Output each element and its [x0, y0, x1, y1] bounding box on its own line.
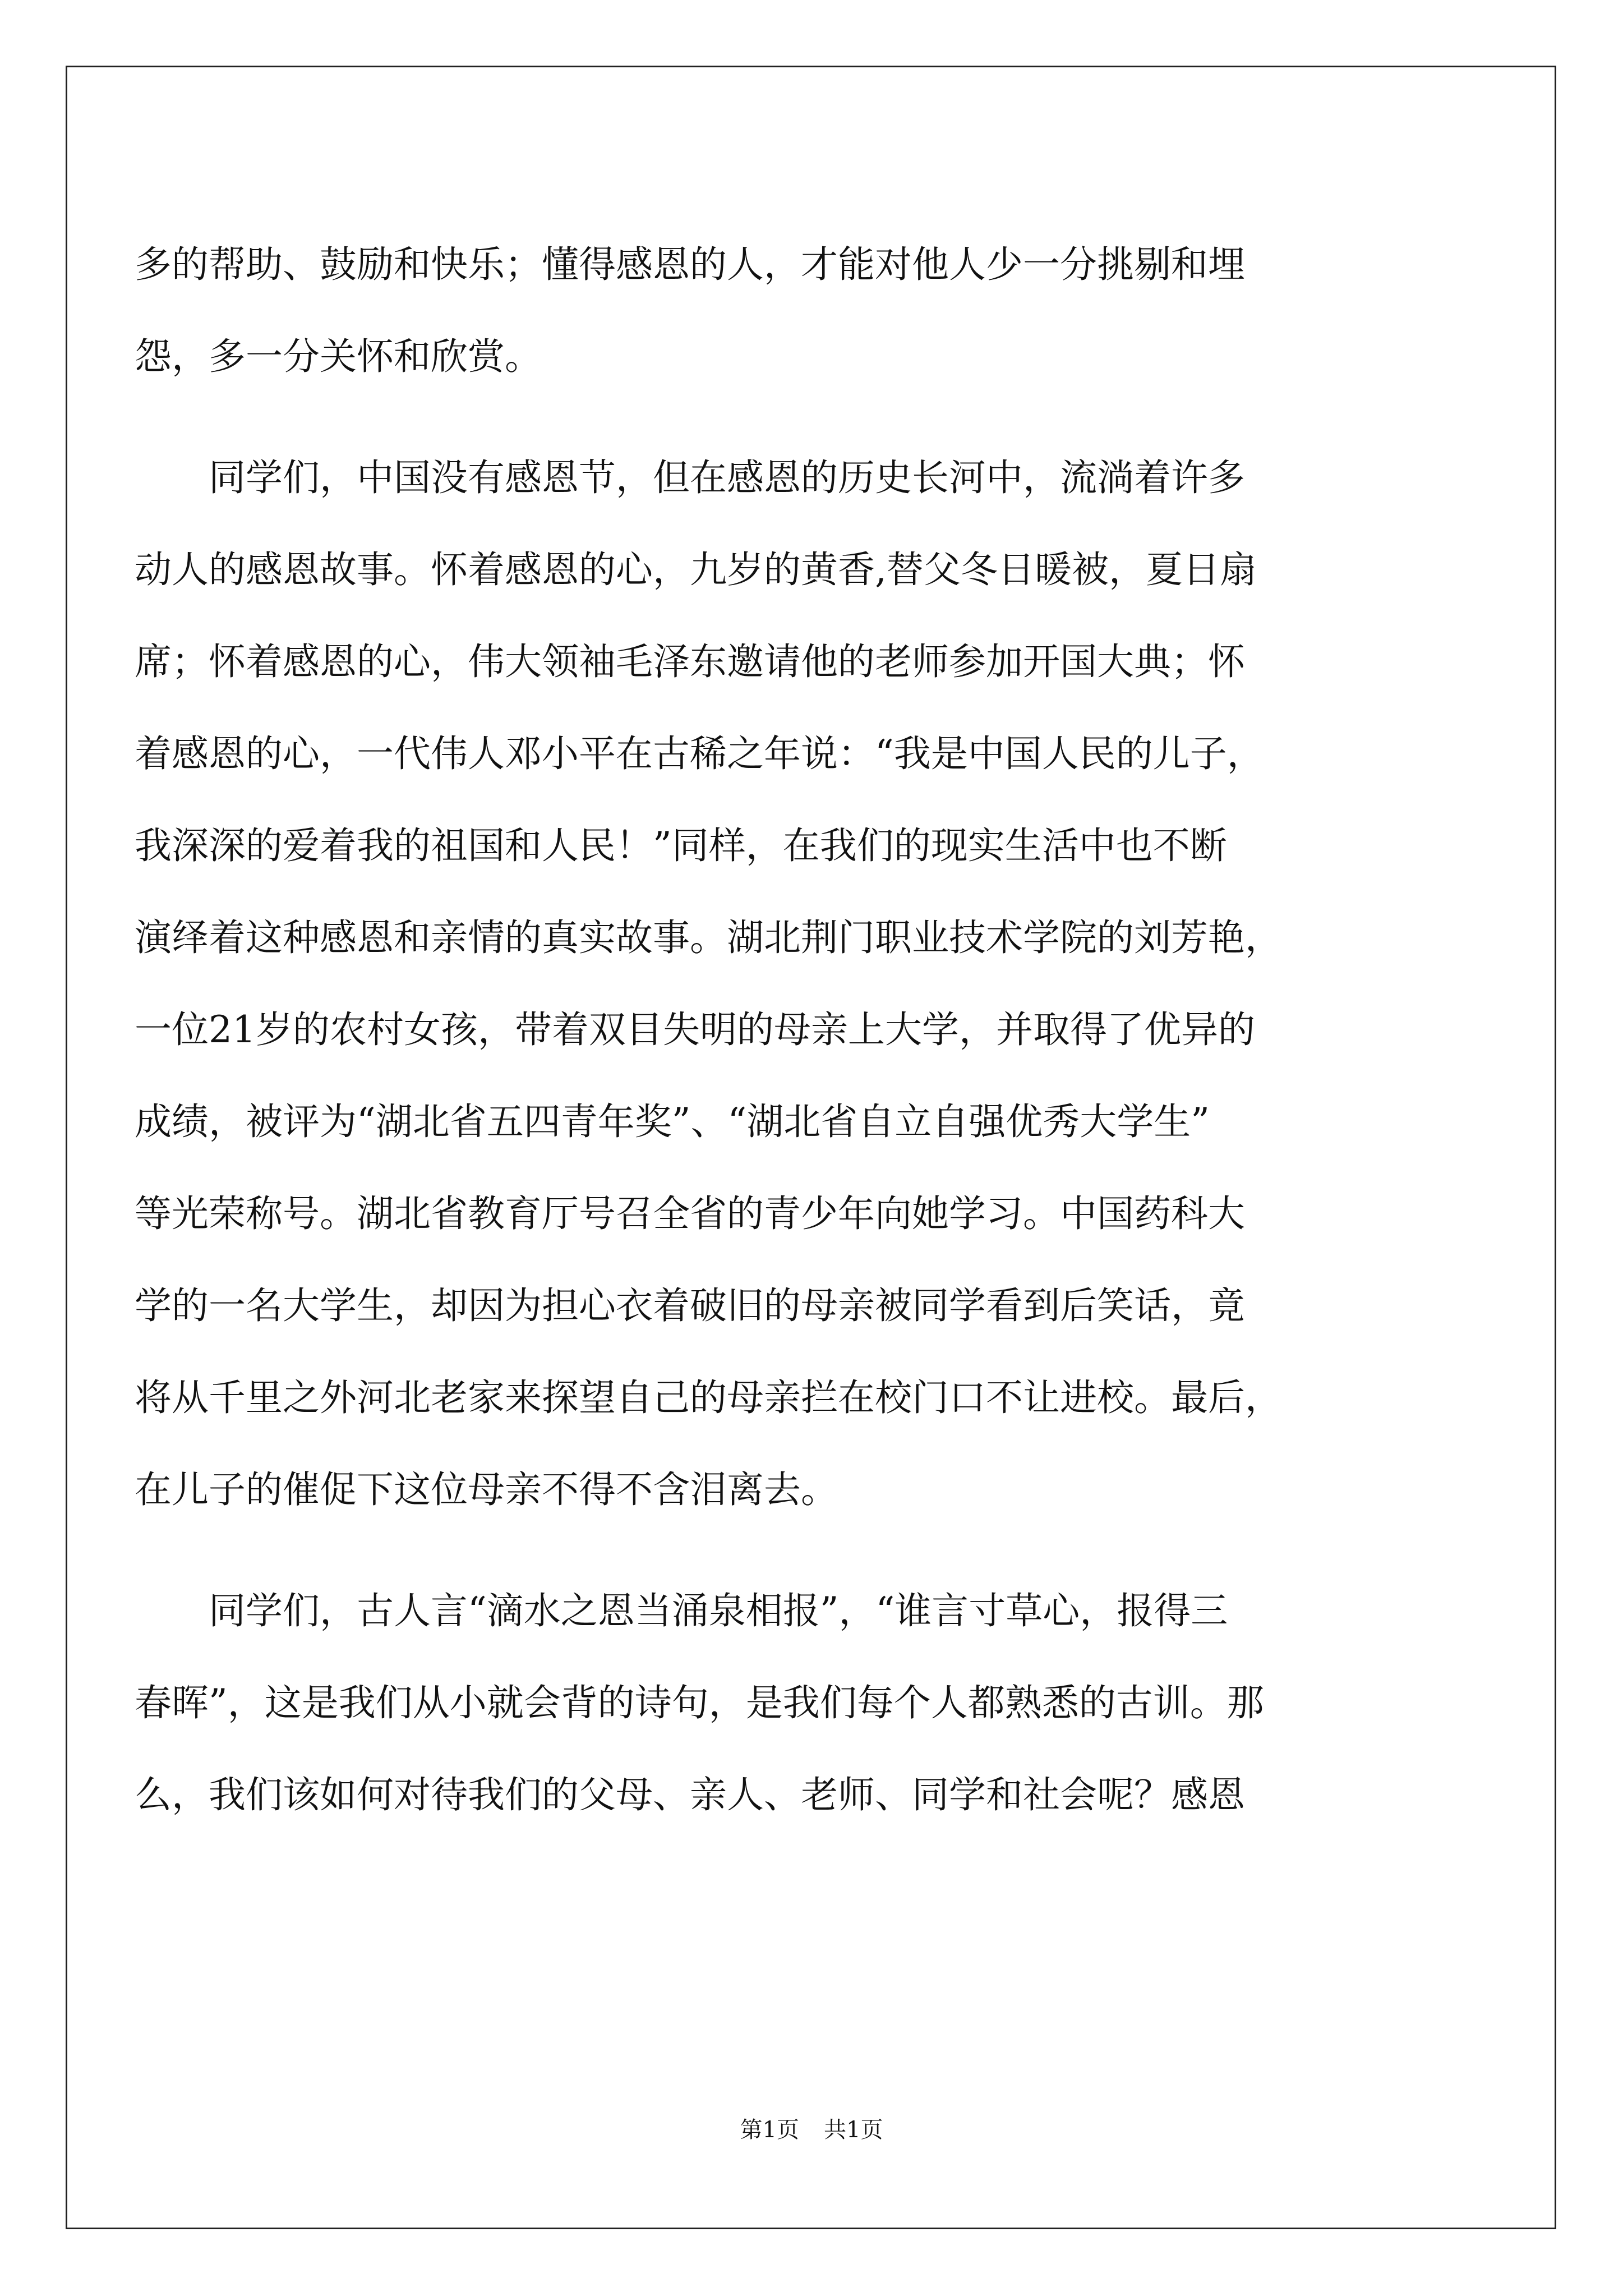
document-body — [135, 219, 1424, 1841]
page-number: 第1页 — [740, 2117, 799, 2143]
text-line: 演绎着这种感恩和亲情的真实故事。湖北荆门职业技术学院的刘芳艳， — [135, 916, 1282, 959]
text-line: 动人的感恩故事。怀着感恩的心，九岁的黄香,替父冬日暖被，夏日扇 — [135, 548, 1257, 591]
paragraph-first-line: 同学们，古人言“滴水之恩当涌泉相报”，“谁言寸草心，报得三 — [209, 1589, 1228, 1632]
text-line: 将从千里之外河北老家来探望自己的母亲拦在校门口不让进校。最后， — [135, 1376, 1282, 1419]
text-line: 席；怀着感恩的心，伟大领袖毛泽东邀请他的老师参加开国大典；怀 — [135, 640, 1245, 683]
text-line: 我深深的爱着我的祖国和人民！”同样，在我们的现实生活中也不断 — [135, 824, 1227, 867]
text-line: 等光荣称号。湖北省教育厅号召全省的青少年向她学习。中国药科大 — [135, 1192, 1245, 1235]
page-total: 共1页 — [824, 2117, 883, 2143]
paragraph-first-line: 同学们，中国没有感恩节，但在感恩的历史长河中，流淌着许多 — [209, 456, 1245, 499]
page-footer — [0, 2116, 1623, 2144]
text-line: 多的帮助、鼓励和快乐；懂得感恩的人，才能对他人少一分挑剔和埋 — [135, 243, 1245, 286]
text-line: 成绩，被评为“湖北省五四青年奖”、“湖北省自立自强优秀大学生” — [135, 1100, 1210, 1143]
text-line: 学的一名大学生，却因为担心衣着破旧的母亲被同学看到后笑话，竟 — [135, 1284, 1245, 1327]
text-line: 怨，多一分关怀和欣赏。 — [135, 335, 542, 378]
text-line: 么，我们该如何对待我们的父母、亲人、老师、同学和社会呢？感恩 — [135, 1773, 1245, 1816]
text-line: 着感恩的心，一代伟人邓小平在古稀之年说：“我是中国人民的儿子， — [135, 732, 1264, 775]
text-line: 在儿子的催促下这位母亲不得不含泪离去。 — [135, 1468, 838, 1511]
text-line: 一位21岁的农村女孩，带着双目失明的母亲上大学，并取得了优异的 — [135, 1008, 1255, 1051]
text-line: 春晖”，这是我们从小就会背的诗句，是我们每个人都熟悉的古训。那 — [135, 1681, 1264, 1724]
